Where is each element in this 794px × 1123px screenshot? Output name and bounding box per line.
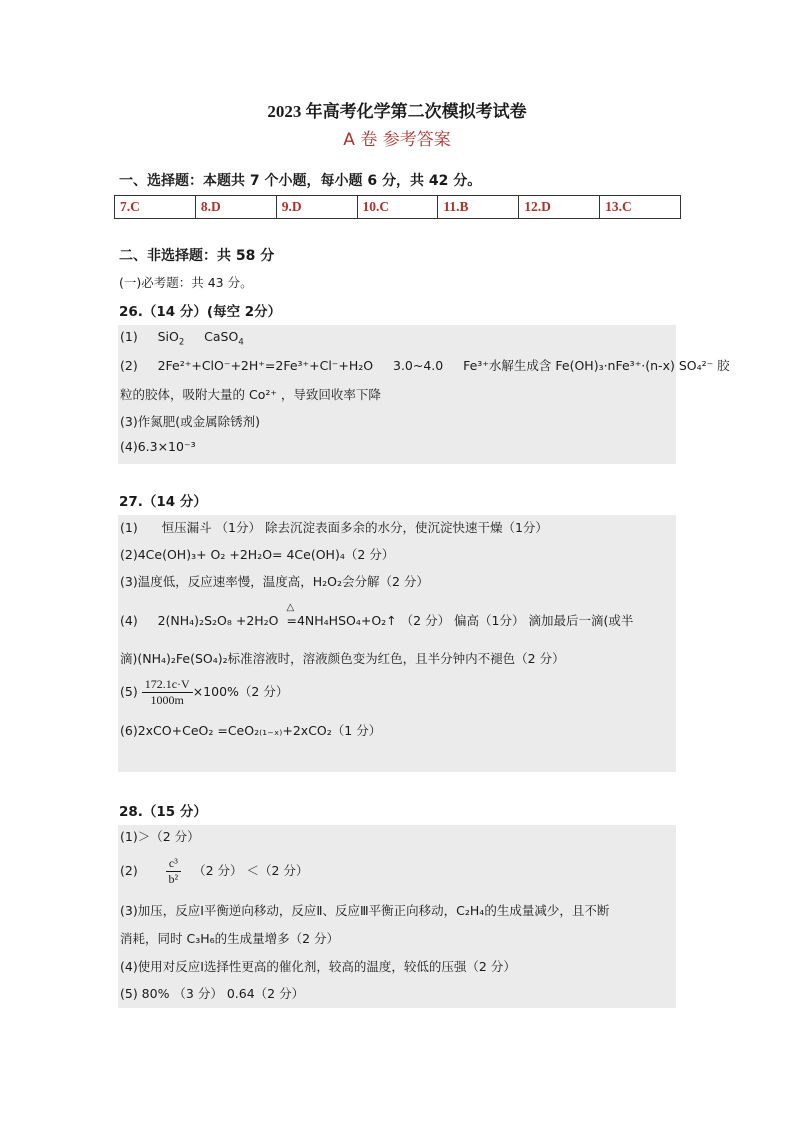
- mc-answer-cell: 13.C: [600, 196, 681, 219]
- page-subtitle: A 卷 参考答案: [343, 130, 451, 150]
- q28-answer-3-cont: 消耗，同时 C₃H₆的生成量增多（2 分）: [120, 931, 340, 946]
- q27-answer-2: (2)4Ce(OH)₃+ O₂ +2H₂O= 4Ce(OH)₄（2 分）: [120, 547, 395, 562]
- required-questions-note: (一)必考题：共 43 分。: [119, 275, 253, 290]
- section2-heading: 二、非选择题：共 58 分: [119, 248, 275, 264]
- formula-fraction: $\frac{\text{c³}}{\text{b²}}$: [166, 856, 182, 887]
- multiple-choice-answers-table: [114, 195, 681, 219]
- q28-answer-3: (3)加压，反应Ⅰ平衡逆向移动，反应Ⅱ、反应Ⅲ平衡正向移动，C₂H₄的生成量减少，且不断: [120, 903, 610, 918]
- q28-answer-2: (2) $\frac{\text{c³}}{\text{b²}}$ （2 分） ＜（2 分）: [120, 856, 309, 886]
- q27-answer-4: (4) 2(NH₄)₂S₂O₈ +2H₂O △ =4NH₄HSO₄+O₂↑ （2 分） 偏高（1分） 滴加最后一滴(或半: [120, 602, 634, 628]
- q26-answer-4: (4)6.3×10⁻³: [120, 439, 196, 454]
- q27-answer-3: (3)温度低，反应速率慢，温度高，H₂O₂会分解（2 分）: [120, 574, 429, 589]
- q27-heading: 27.（14 分）: [119, 494, 207, 510]
- q26-heading: 26.（14 分）(每空 2分）: [119, 304, 282, 320]
- q26-answer-3: (3)作氮肥(或金属除锈剂): [120, 414, 260, 429]
- mc-answer-cell: 12.D: [519, 196, 600, 219]
- q28-answer-5: (5) 80% （3 分） 0.64（2 分）: [120, 986, 305, 1001]
- heating-condition-mark: △ =: [286, 602, 297, 628]
- q28-heading: 28.（15 分）: [119, 804, 207, 820]
- q26-answer-2-cont: 粒的胶体，吸附大量的 Co²⁺ ，导致回收率下降: [120, 387, 381, 402]
- page-title: 2023 年高考化学第二次模拟考试卷: [267, 102, 527, 121]
- q27-answer-1: (1) 恒压漏斗 （1分） 除去沉淀表面多余的水分，使沉淀快速干燥（1分）: [120, 520, 548, 535]
- mc-answer-cell: 10.C: [357, 196, 438, 219]
- q26-answer-1: (1) SiO$_2$ CaSO$_4$: [120, 329, 244, 348]
- table-row: [115, 196, 681, 219]
- mc-answer-cell: 11.B: [438, 196, 519, 219]
- q27-answer-4-cont: 滴)(NH₄)₂Fe(SO₄)₂标准溶液时，溶液颜色变为红色，且半分钟内不褪色（2 分）: [120, 651, 565, 666]
- section1-heading: 一、选择题：本题共 7 个小题，每小题 6 分，共 42 分。: [119, 173, 482, 189]
- q28-answer-4: (4)使用对反应Ⅰ选择性更高的催化剂，较高的温度，较低的压强（2 分）: [120, 959, 516, 974]
- q27-answer-5: (5) $\frac{172.1c\cdot V}{1000m}$ ×100%（2 分）: [120, 677, 289, 707]
- q28-answer-1: (1)＞（2 分）: [120, 829, 200, 844]
- mc-answer-cell: 8.D: [195, 196, 276, 219]
- q26-answer-2: (2) 2Fe²⁺+ClO⁻+2H⁺=2Fe³⁺+Cl⁻+H₂O 3.0~4.0 Fe³⁺水解生成含 Fe(OH)₃·nFe³⁺·(n-x) SO₄²⁻ 胶: [120, 358, 730, 373]
- mc-answer-cell: 9.D: [276, 196, 357, 219]
- formula-fraction: $\frac{172.1c\cdot V}{1000m}$: [142, 677, 193, 708]
- mc-answer-cell: 7.C: [115, 196, 196, 219]
- q27-answer-6: (6)2xCO+CeO₂ =CeO₂₍₁₋ₓ₎+2xCO₂（1 分）: [120, 723, 382, 738]
